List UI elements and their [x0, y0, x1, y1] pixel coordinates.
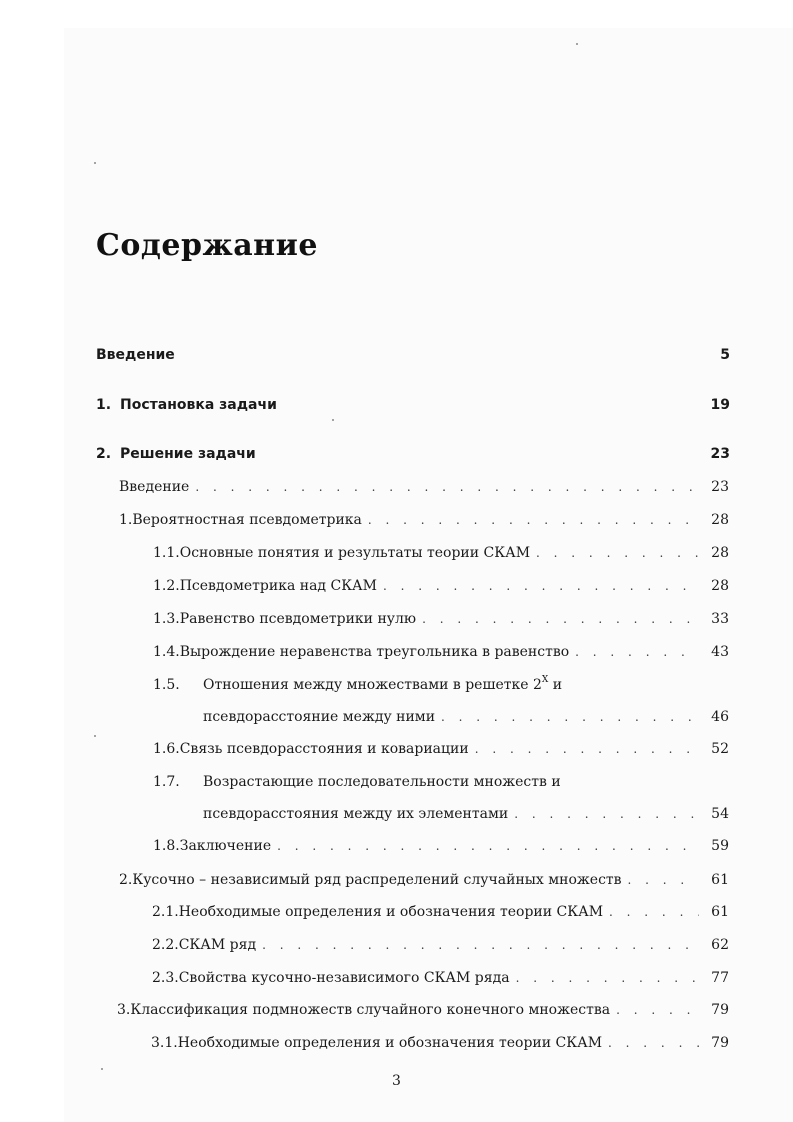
toc-page: 46 [711, 709, 729, 725]
toc-page: 23 [711, 479, 729, 495]
toc-page: 43 [711, 644, 729, 660]
toc-title: Постановка задачи [120, 397, 277, 413]
dot-leader [195, 480, 699, 494]
toc-row [119, 512, 729, 528]
toc-page: 79 [711, 1035, 729, 1051]
toc-page: 79 [711, 1002, 729, 1018]
toc-number: 1.1. [153, 545, 180, 561]
toc-number: 3.1. [151, 1035, 178, 1051]
toc-page: 5 [720, 347, 730, 363]
scan-speck [94, 162, 96, 164]
dot-leader [441, 710, 699, 724]
toc-number: 1.7. [153, 774, 180, 790]
toc-number: 3. [117, 1002, 131, 1018]
dot-leader [277, 839, 699, 853]
page-number: 3 [392, 1073, 401, 1089]
toc-number: 2.3. [152, 970, 179, 986]
toc-page: 61 [711, 904, 729, 920]
toc-row [153, 677, 729, 693]
toc-title: Введение [119, 479, 190, 495]
toc-number: 1.6. [153, 741, 180, 757]
toc-row [153, 838, 729, 854]
toc-major-row [96, 397, 730, 413]
toc-page: 52 [711, 741, 729, 757]
toc-number: 1. [119, 512, 133, 528]
dot-leader [609, 905, 699, 919]
toc-title: Решение задачи [120, 446, 256, 462]
dot-leader [368, 513, 699, 527]
toc-title: Отношения между множествами в решетке $2^X$ и [203, 675, 563, 693]
toc-number: 1.2. [153, 578, 180, 594]
dot-leader [262, 938, 699, 952]
toc-major-row [96, 347, 730, 363]
toc-number: 2. [119, 872, 133, 888]
toc-number: 1.3. [153, 611, 180, 627]
dot-leader [608, 1036, 699, 1050]
toc-page: 28 [711, 578, 729, 594]
toc-row [152, 970, 729, 986]
dot-leader [514, 807, 699, 821]
toc-row-continuation [203, 806, 729, 822]
toc-title: псевдорасстояния между их элементами [203, 806, 509, 822]
toc-number: 2.1. [152, 904, 179, 920]
toc-number: 1.8. [153, 838, 180, 854]
dot-leader [536, 546, 699, 560]
toc-title: Псевдометрика над СКАМ [179, 578, 377, 594]
toc-title: Кусочно – независимый ряд распределений случайных множеств [132, 872, 622, 888]
toc-row [153, 774, 729, 790]
toc-row [151, 1035, 729, 1051]
toc-title: Необходимые определения и обозначения теории СКАМ [177, 1035, 603, 1051]
dot-leader [516, 971, 699, 985]
toc-row [152, 937, 729, 953]
toc-number: 2. [96, 446, 112, 462]
toc-title: Возрастающие последовательности множеств и [203, 774, 561, 790]
toc-title: Связь псевдорасстояния и ковариации [179, 741, 469, 757]
toc-row [117, 1002, 729, 1018]
toc-page: 59 [711, 838, 729, 854]
scan-speck [94, 735, 96, 737]
toc-page: 23 [710, 446, 730, 462]
toc-number: 1. [96, 397, 112, 413]
toc-title: Вероятностная псевдометрика [132, 512, 362, 528]
superscript-x: X [541, 675, 549, 685]
toc-page: 54 [711, 806, 729, 822]
toc-title: Свойства кусочно-независимого СКАМ ряда [178, 970, 510, 986]
toc-title: Введение [96, 347, 175, 363]
toc-page: 77 [711, 970, 729, 986]
toc-title: Равенство псевдометрики нулю [179, 611, 417, 627]
toc-number: 1.4. [153, 644, 180, 660]
toc-title: Вырождение неравенства треугольника в равенство [179, 644, 570, 660]
toc-row [152, 904, 729, 920]
dot-leader [628, 873, 699, 887]
toc-page: 28 [711, 512, 729, 528]
toc-row [153, 578, 729, 594]
toc-row [119, 872, 729, 888]
dot-leader [616, 1003, 699, 1017]
toc-page: 61 [711, 872, 729, 888]
toc-row [153, 644, 729, 660]
toc-page: 28 [711, 545, 729, 561]
toc-title: псевдорасстояние между ними [203, 709, 436, 725]
page-title: Содержание [96, 228, 318, 263]
toc-row-continuation [203, 709, 729, 725]
toc-page: 19 [710, 397, 730, 413]
toc-row [153, 741, 729, 757]
dot-leader [383, 579, 699, 593]
dot-leader [575, 645, 699, 659]
toc-title: Основные понятия и результаты теории СКАМ [179, 545, 531, 561]
toc-number: 1.5. [153, 677, 180, 693]
dot-leader [422, 612, 699, 626]
toc-page: 62 [711, 937, 729, 953]
toc-title: Классификация подмножеств случайного конечного множества [130, 1002, 611, 1018]
toc-row [153, 545, 729, 561]
scan-speck [332, 419, 334, 421]
toc-major-row [96, 446, 730, 462]
toc-title: СКАМ ряд [178, 937, 257, 953]
scan-speck [576, 43, 578, 45]
scan-speck [101, 1068, 103, 1070]
toc-number: 2.2. [152, 937, 179, 953]
toc-title: Заключение [179, 838, 272, 854]
toc-title: Необходимые определения и обозначения теории СКАМ [178, 904, 604, 920]
toc-row [119, 479, 729, 495]
page-sheet [64, 28, 793, 1122]
toc-row [153, 611, 729, 627]
dot-leader [475, 742, 699, 756]
toc-page: 33 [711, 611, 729, 627]
